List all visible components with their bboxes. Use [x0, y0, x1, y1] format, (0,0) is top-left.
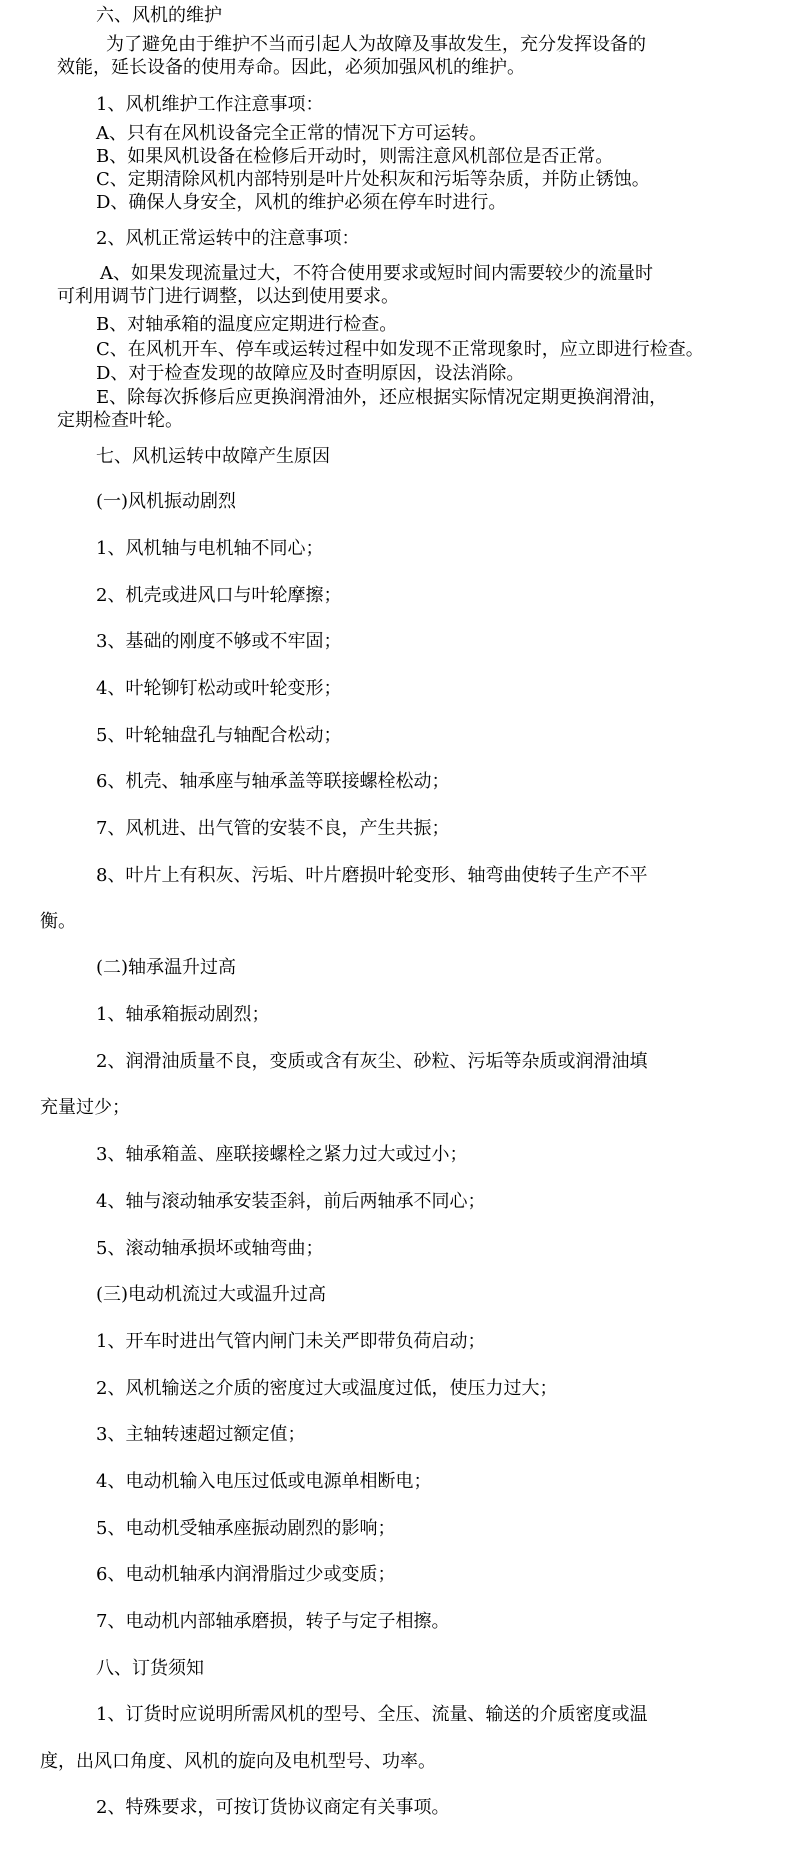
list-item: 4、电动机输入电压过低或电源单相断电； [96, 1471, 432, 1492]
paragraph-line: 为了避免由于维护不当而引起人为故障及事故发生，充分发挥设备的 [106, 34, 646, 55]
subsection-heading: 1、风机维护工作注意事项： [96, 94, 324, 115]
list-item: 7、电动机内部轴承磨损，转子与定子相擦。 [96, 1611, 450, 1632]
list-item: 可利用调节门进行调整，以达到使用要求。 [57, 286, 399, 307]
list-item: 5、叶轮轴盘孔与轴配合松动； [96, 725, 342, 746]
list-item: 7、风机进、出气管的安装不良，产生共振； [96, 818, 450, 839]
list-item: 2、润滑油质量不良，变质或含有灰尘、砂粒、污垢等杂质或润滑油填 [96, 1051, 648, 1072]
list-item: 4、轴与滚动轴承安装歪斜，前后两轴承不同心； [96, 1191, 486, 1212]
section-heading: 六、风机的维护 [96, 5, 222, 26]
list-item: 衡。 [40, 911, 76, 932]
list-item: B、对轴承箱的温度应定期进行检查。 [96, 314, 398, 335]
list-item: 充量过少； [40, 1097, 130, 1118]
list-item: A、只有在风机设备完全正常的情况下方可运转。 [96, 123, 487, 144]
list-item: A、如果发现流量过大，不符合使用要求或短时间内需要较少的流量时 [100, 263, 653, 284]
list-item: 1、开车时进出气管内闸门未关严即带负荷启动； [96, 1331, 486, 1352]
subsection-heading: (一)风机振动剧烈 [96, 491, 237, 512]
list-item: 2、风机输送之介质的密度过大或温度过低，使压力过大； [96, 1378, 558, 1399]
subsection-heading: (二)轴承温升过高 [96, 957, 237, 978]
list-item: 3、轴承箱盖、座联接螺栓之紧力过大或过小； [96, 1144, 468, 1165]
list-item: 1、订货时应说明所需风机的型号、全压、流量、输送的介质密度或温 [96, 1704, 648, 1725]
list-item: 6、机壳、轴承座与轴承盖等联接螺栓松动； [96, 771, 450, 792]
list-item: 1、轴承箱振动剧烈； [96, 1004, 270, 1025]
list-item: 8、叶片上有积灰、污垢、叶片磨损叶轮变形、轴弯曲使转子生产不平 [96, 865, 648, 886]
section-heading: 七、风机运转中故障产生原因 [96, 446, 330, 467]
list-item: C、定期清除风机内部特别是叶片处积灰和污垢等杂质，并防止锈蚀。 [96, 169, 650, 190]
list-item: C、在风机开车、停车或运转过程中如发现不正常现象时，应立即进行检查。 [96, 339, 704, 360]
list-item: D、对于检查发现的故障应及时查明原因，设法消除。 [96, 363, 525, 384]
subsection-heading: (三)电动机流过大或温升过高 [96, 1284, 327, 1305]
list-item: 4、叶轮铆钉松动或叶轮变形； [96, 678, 342, 699]
subsection-heading: 2、风机正常运转中的注意事项： [96, 228, 360, 249]
list-item: 2、特殊要求，可按订货协议商定有关事项。 [96, 1797, 450, 1818]
list-item: 6、电动机轴承内润滑脂过少或变质； [96, 1564, 396, 1585]
list-item: 1、风机轴与电机轴不同心； [96, 538, 324, 559]
list-item: 度，出风口角度、风机的旋向及电机型号、功率。 [40, 1751, 436, 1772]
list-item: 5、电动机受轴承座振动剧烈的影响； [96, 1518, 396, 1539]
list-item: D、确保人身安全，风机的维护必须在停车时进行。 [96, 192, 507, 213]
list-item: 3、主轴转速超过额定值； [96, 1424, 306, 1445]
list-item: 2、机壳或进风口与叶轮摩擦； [96, 585, 342, 606]
list-item: 3、基础的刚度不够或不牢固； [96, 631, 342, 652]
list-item: 5、滚动轴承损坏或轴弯曲； [96, 1238, 324, 1259]
list-item: 定期检查叶轮。 [57, 410, 183, 431]
paragraph-line: 效能，延长设备的使用寿命。因此，必须加强风机的维护。 [57, 57, 525, 78]
section-heading: 八、订货须知 [96, 1658, 204, 1679]
list-item: E、除每次拆修后应更换润滑油外，还应根据实际情况定期更换润滑油， [96, 387, 668, 408]
list-item: B、如果风机设备在检修后开动时，则需注意风机部位是否正常。 [96, 146, 614, 167]
